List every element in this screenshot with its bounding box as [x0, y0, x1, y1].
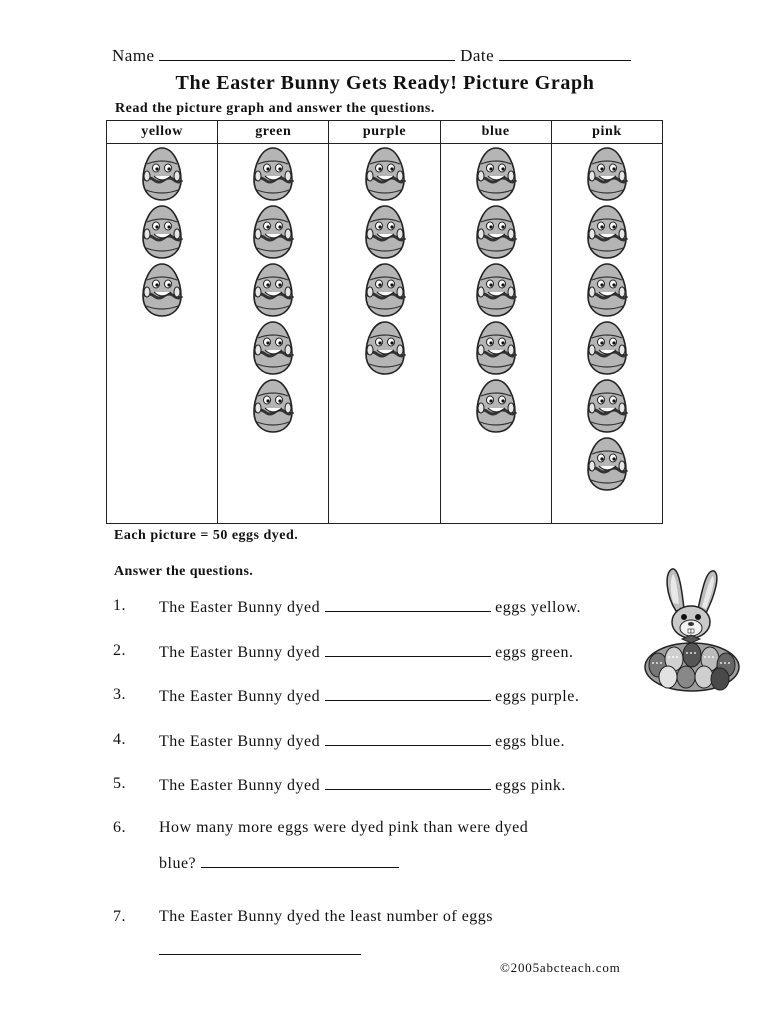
question-4-text: The Easter Bunny dyed	[159, 733, 321, 750]
column-label-yellow: yellow	[107, 121, 217, 144]
column-purple	[328, 121, 439, 523]
question-7-number: 7.	[113, 908, 126, 925]
question-1-number: 1.	[113, 597, 126, 614]
egg-picture-pink-6	[586, 436, 628, 492]
date-label: Date	[460, 46, 495, 65]
question-5-answer-field[interactable]	[325, 775, 491, 790]
eggs-purple	[329, 146, 439, 378]
question-5	[159, 775, 566, 795]
question-6-number: 6.	[113, 819, 126, 836]
column-pink	[551, 121, 662, 523]
question-3-text: The Easter Bunny dyed	[159, 688, 321, 705]
question-7-text: The Easter Bunny dyed the least number of eggs	[159, 908, 494, 925]
egg-picture-green-4	[252, 320, 294, 376]
picture-graph	[106, 120, 663, 524]
question-2-answer-field[interactable]	[325, 642, 491, 657]
egg-picture-pink-3	[586, 262, 628, 318]
egg-picture-purple-1	[364, 146, 406, 202]
egg-picture-green-1	[252, 146, 294, 202]
question-3	[159, 686, 579, 706]
instructions: Read the picture graph and answer the questions.	[115, 101, 435, 116]
egg-picture-pink-4	[586, 320, 628, 376]
question-3-suffix: eggs purple.	[495, 688, 580, 705]
name-date-row	[112, 46, 652, 70]
column-green	[217, 121, 328, 523]
easter-bunny-with-eggs-icon	[642, 565, 742, 693]
name-label: Name	[112, 46, 155, 65]
question-4-number: 4.	[113, 731, 126, 748]
question-6-line1: How many more eggs were dyed pink than were dyed	[159, 819, 529, 836]
copyright: ©2005abcteach.com	[500, 960, 621, 975]
column-label-blue: blue	[441, 121, 551, 144]
question-3-answer-field[interactable]	[325, 686, 491, 701]
question-4-suffix: eggs blue.	[495, 733, 565, 750]
egg-picture-blue-2	[475, 204, 517, 260]
egg-picture-pink-1	[586, 146, 628, 202]
question-2	[159, 642, 573, 662]
egg-picture-blue-4	[475, 320, 517, 376]
questions-heading: Answer the questions.	[114, 564, 254, 579]
egg-picture-blue-5	[475, 378, 517, 434]
date-field[interactable]	[499, 46, 631, 61]
eggs-yellow	[107, 146, 217, 320]
egg-picture-blue-3	[475, 262, 517, 318]
egg-picture-pink-2	[586, 204, 628, 260]
question-1-suffix: eggs yellow.	[495, 599, 581, 616]
question-1-text: The Easter Bunny dyed	[159, 599, 321, 616]
eggs-pink	[552, 146, 662, 494]
question-5-number: 5.	[113, 775, 126, 792]
column-yellow	[107, 121, 217, 523]
egg-picture-green-5	[252, 378, 294, 434]
question-2-text: The Easter Bunny dyed	[159, 644, 321, 661]
question-6-text: blue?	[159, 855, 197, 872]
question-6-answer-field[interactable]	[201, 853, 399, 868]
question-2-suffix: eggs green.	[495, 644, 574, 661]
question-1	[159, 597, 581, 617]
egg-picture-purple-4	[364, 320, 406, 376]
egg-picture-yellow-3	[141, 262, 183, 318]
egg-picture-pink-5	[586, 378, 628, 434]
page-title: The Easter Bunny Gets Ready! Picture Graph	[175, 72, 595, 94]
egg-picture-green-2	[252, 204, 294, 260]
question-6-line2	[159, 853, 399, 873]
egg-picture-purple-3	[364, 262, 406, 318]
question-5-suffix: eggs pink.	[495, 777, 566, 794]
graph-key: Each picture = 50 eggs dyed.	[114, 528, 299, 543]
name-field[interactable]	[159, 46, 455, 61]
column-blue	[440, 121, 551, 523]
egg-picture-blue-1	[475, 146, 517, 202]
question-5-text: The Easter Bunny dyed	[159, 777, 321, 794]
question-3-number: 3.	[113, 686, 126, 703]
egg-picture-yellow-2	[141, 204, 183, 260]
question-2-number: 2.	[113, 642, 126, 659]
column-label-pink: pink	[552, 121, 662, 144]
egg-picture-green-3	[252, 262, 294, 318]
egg-picture-yellow-1	[141, 146, 183, 202]
egg-picture-purple-2	[364, 204, 406, 260]
question-4-answer-field[interactable]	[325, 731, 491, 746]
column-label-green: green	[218, 121, 328, 144]
column-label-purple: purple	[329, 121, 439, 144]
question-7-answer-field[interactable]	[159, 940, 361, 955]
eggs-green	[218, 146, 328, 436]
question-1-answer-field[interactable]	[325, 597, 491, 612]
eggs-blue	[441, 146, 551, 436]
question-4	[159, 731, 565, 751]
